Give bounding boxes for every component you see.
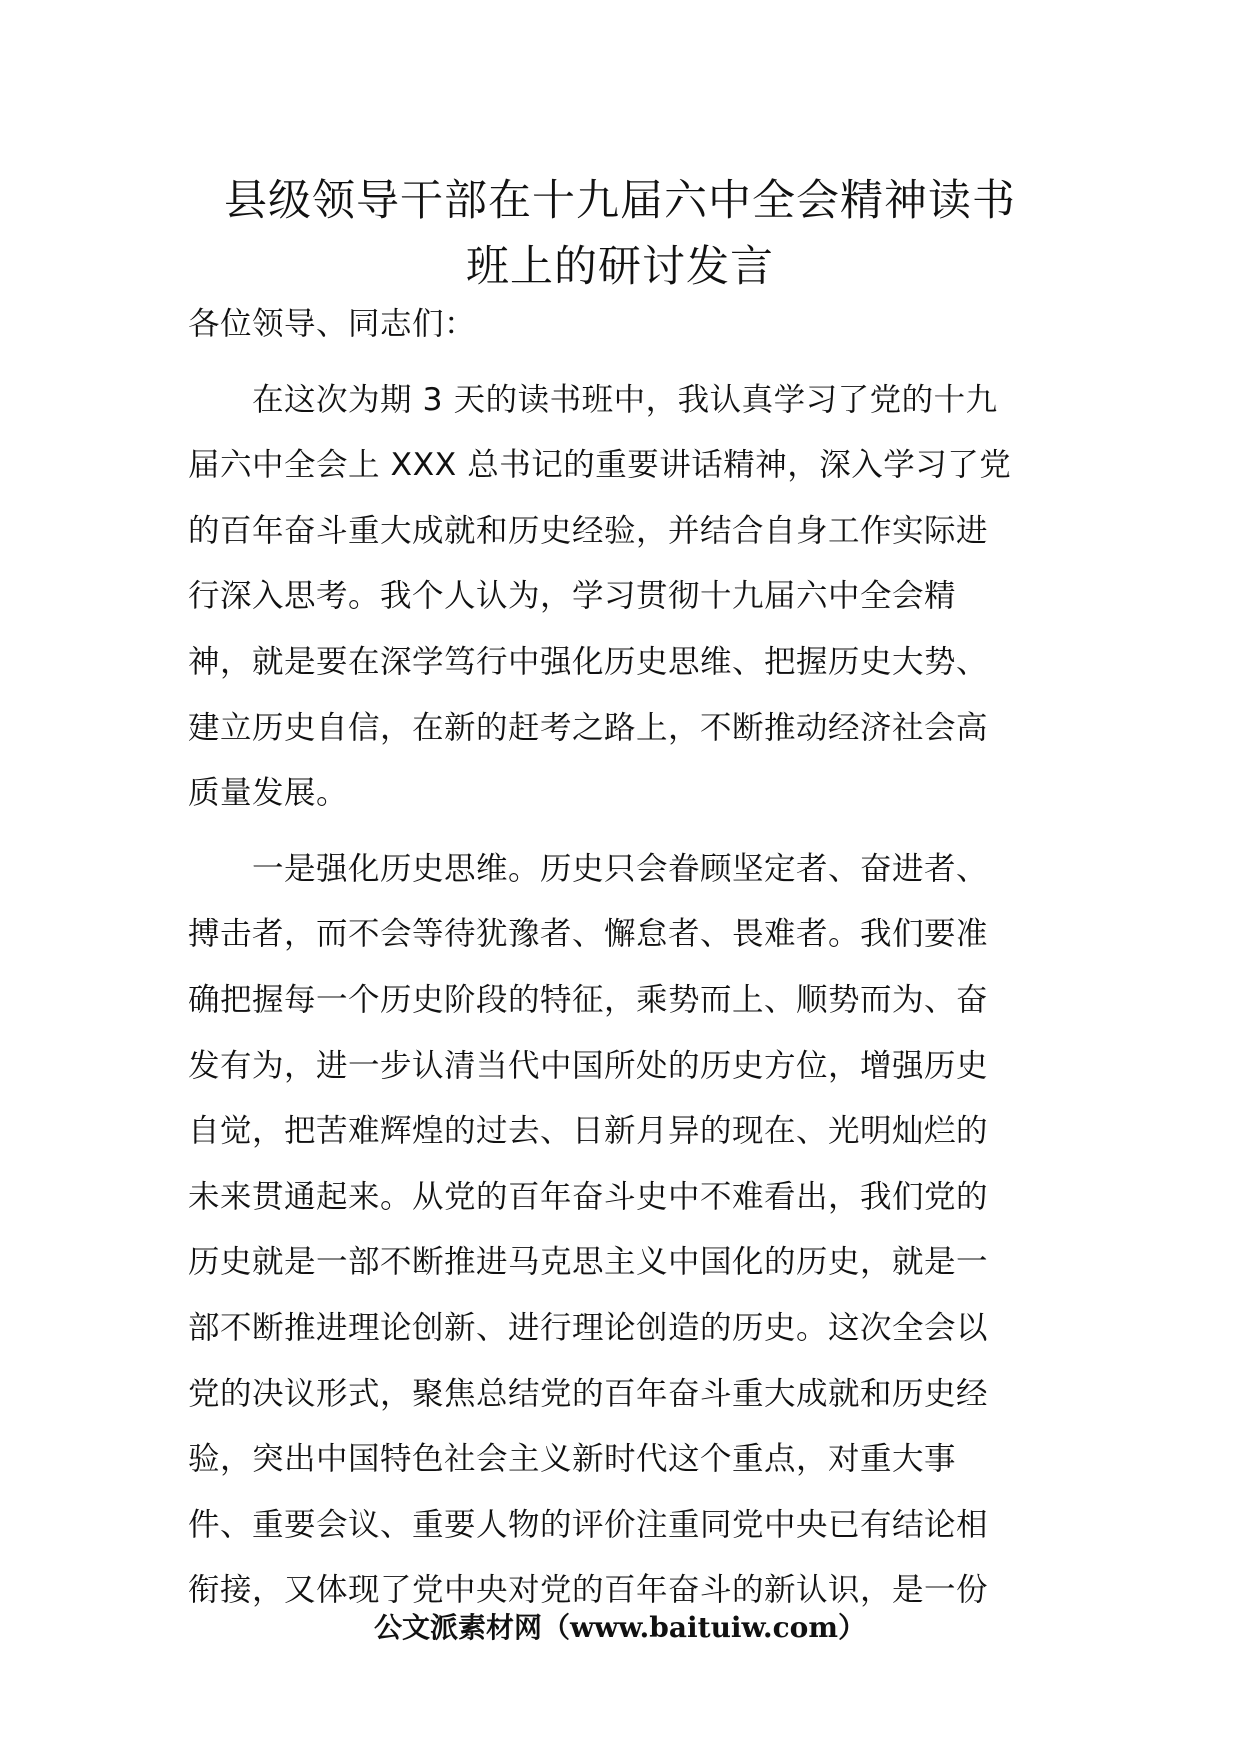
paragraph-2-line: 验，突出中国特色社会主义新时代这个重点，对重大事: [188, 1441, 957, 1478]
paragraph-1: [188, 368, 1058, 827]
paragraph-1-line: 神，就是要在深学笃行中强化历史思维、把握历史大势、: [188, 643, 989, 680]
paragraph-2: [188, 837, 1058, 1624]
paragraph-2-line: 未来贯通起来。从党的百年奋斗史中不难看出，我们党的: [188, 1178, 989, 1215]
document-title-line-1: 县级领导干部在十九届六中全会精神读书: [224, 176, 1016, 226]
salutation: 各位领导、同志们：: [188, 306, 477, 342]
paragraph-1-line: 行深入思考。我个人认为，学习贯彻十九届六中全会精: [188, 578, 957, 615]
paragraph-1-line: 建立历史自信，在新的赶考之路上，不断推动经济社会高: [188, 709, 989, 746]
paragraph-2-line: 党的决议形式，聚焦总结党的百年奋斗重大成就和历史经: [188, 1375, 989, 1412]
paragraph-1-line: 届六中全会上 XXX 总书记的重要讲话精神，深入学习了党: [188, 447, 1012, 484]
document-body: [188, 292, 1058, 1634]
paragraph-2-line: 确把握每一个历史阶段的特征，乘势而上、顺势而为、奋: [188, 981, 989, 1018]
paragraph-1-line: 质量发展。: [188, 775, 349, 812]
paragraph-2-line: 历史就是一部不断推进马克思主义中国化的历史，就是一: [188, 1244, 989, 1281]
paragraph-2-line: 发有为，进一步认清当代中国所处的历史方位，增强历史: [188, 1047, 989, 1084]
paragraph-2-line: 件、重要会议、重要人物的评价注重同党中央已有结论相: [188, 1506, 989, 1543]
document-title-line-2: 班上的研讨发言: [466, 242, 774, 292]
paragraph-2-line: 搏击者，而不会等待犹豫者、懈怠者、畏难者。我们要准: [188, 916, 989, 953]
paragraph-2-line: 衔接，又体现了党中央对党的百年奋斗的新认识，是一份: [188, 1572, 989, 1609]
paragraph-2-line: 部不断推进理论创新、进行理论创造的历史。这次全会以: [188, 1309, 989, 1346]
footer-watermark: 公文派素材网（www.baituiw.com）: [374, 1611, 866, 1644]
paragraph-1-line: 在这次为期 3 天的读书班中，我认真学习了党的十九: [188, 381, 998, 418]
paragraph-1-line: 的百年奋斗重大成就和历史经验，并结合自身工作实际进: [188, 512, 989, 549]
paragraph-2-line: 自觉，把苦难辉煌的过去、日新月异的现在、光明灿烂的: [188, 1113, 989, 1150]
paragraph-2-line: 一是强化历史思维。历史只会眷顾坚定者、奋进者、: [188, 850, 989, 887]
